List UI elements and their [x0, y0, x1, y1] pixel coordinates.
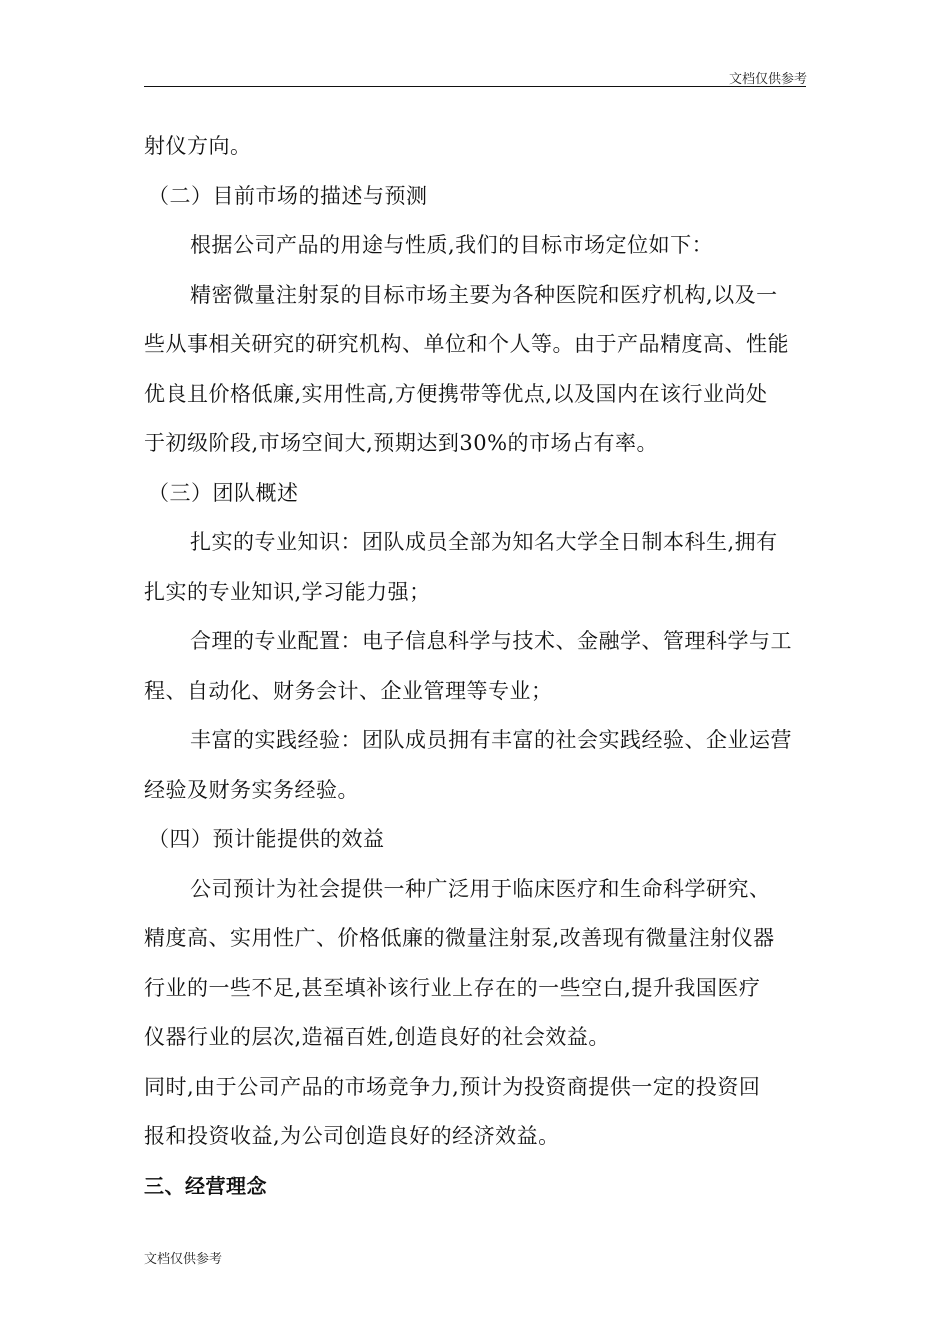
paragraph-line: 丰富的实践经验：团队成员拥有丰富的社会实践经验、企业运营: [190, 728, 792, 752]
text-line: 射仪方向。: [144, 134, 252, 158]
chapter-heading: 三、经营理念: [144, 1173, 267, 1198]
paragraph-line: 公司预计为社会提供一种广泛用于临床医疗和生命科学研究、: [190, 876, 771, 901]
text-line: 同时,由于公司产品的市场竞争力,预计为投资商提供一定的投资回: [144, 1074, 761, 1099]
text-line: 报和投资收益,为公司创造良好的经济效益。: [144, 1124, 560, 1148]
text-line: 经验及财务实务经验。: [144, 777, 359, 802]
section-heading: （二）目前市场的描述与预测: [148, 183, 428, 208]
page-header: 文档仅供参考: [728, 72, 807, 87]
text-line: 扎实的专业知识,学习能力强；: [144, 579, 431, 604]
text-line: 于初级阶段,市场空间大,预期达到30%的市场占有率。: [144, 431, 659, 455]
paragraph-line: 精密微量注射泵的目标市场主要为各种医院和医疗机构,以及一: [190, 282, 778, 307]
paragraph-line: 根据公司产品的用途与性质,我们的目标市场定位如下：: [190, 233, 714, 257]
text-line: 行业的一些不足,甚至填补该行业上存在的一些空白,提升我国医疗: [144, 975, 761, 1000]
paragraph-line: 扎实的专业知识：团队成员全部为知名大学全日制本科生,拥有: [190, 530, 778, 554]
text-line: 仪器行业的层次,造福百姓,创造良好的社会效益。: [144, 1025, 610, 1049]
paragraph-line: 合理的专业配置：电子信息科学与技术、金融学、管理科学与工: [190, 629, 792, 653]
header-rule: [144, 86, 806, 87]
page-footer: 文档仅供参考: [144, 1252, 223, 1267]
text-line: 程、自动化、财务会计、企业管理等专业；: [144, 678, 553, 703]
section-heading: （三）团队概述: [148, 480, 299, 505]
document-body: [144, 122, 806, 1211]
text-line: 精度高、实用性广、价格低廉的微量注射泵,改善现有微量注射仪器: [144, 926, 775, 950]
text-line: 些从事相关研究的研究机构、单位和个人等。由于产品精度高、性能: [144, 332, 789, 356]
text-line: 优良且价格低廉,实用性高,方便携带等优点,以及国内在该行业尚处: [144, 381, 768, 406]
section-heading: （四）预计能提供的效益: [148, 827, 385, 851]
